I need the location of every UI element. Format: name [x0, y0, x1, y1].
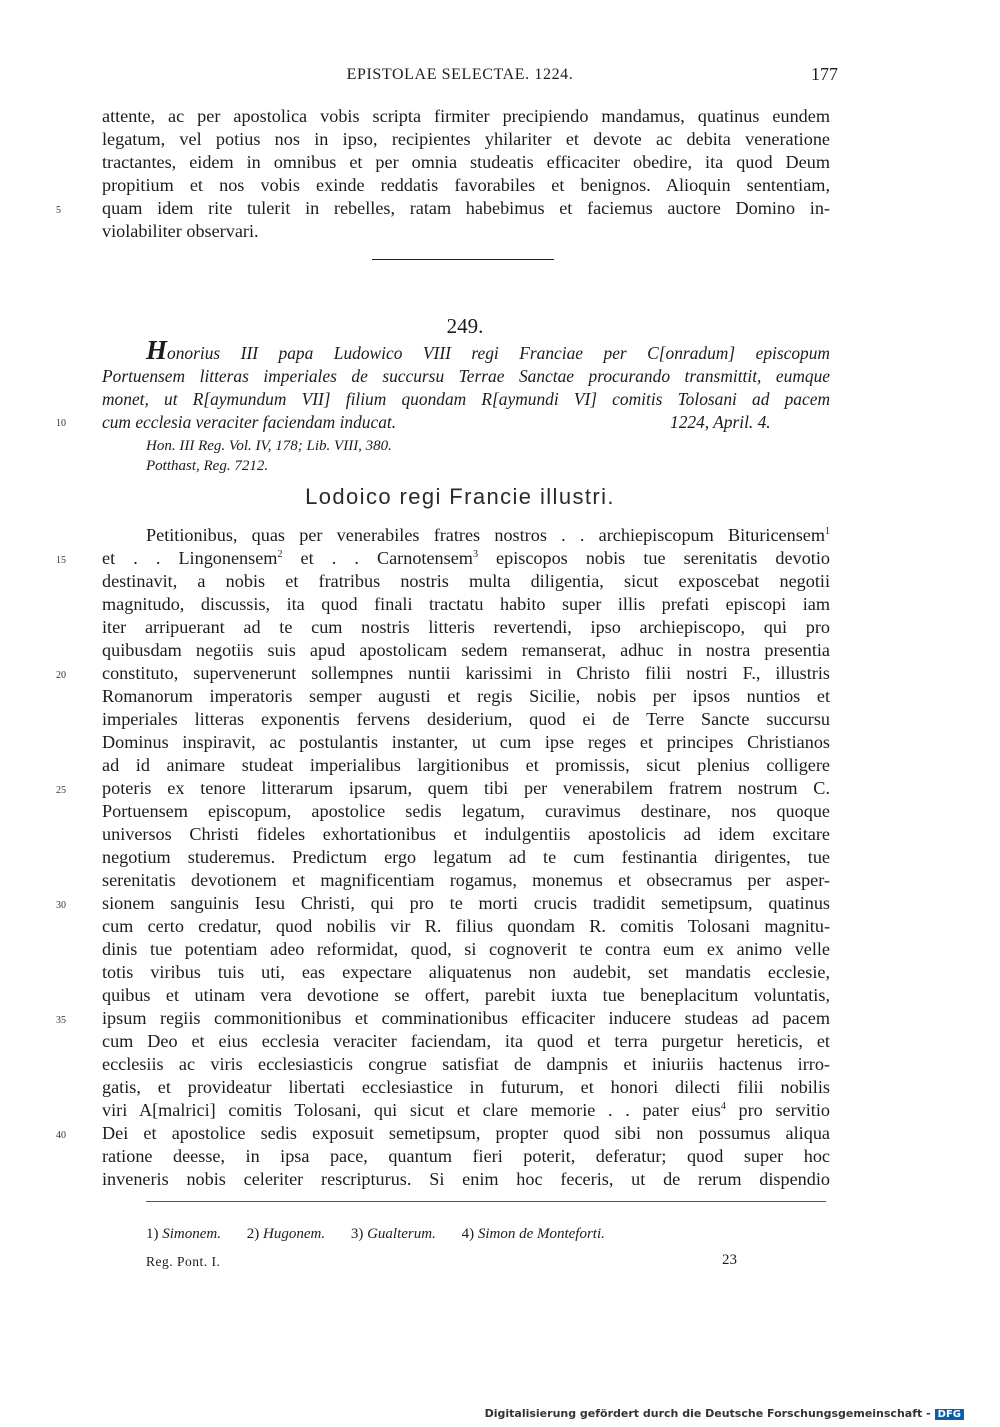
text-line: et . . Lingonensem$^2$ et . . Carnotensem$^3$ episcopos nobis tue serenitatis devotio	[102, 548, 830, 568]
text-line: ecclesiis ac viris ecclesiasticis congrue satisfiat de dampnis et iniuriis hactenus irro-	[102, 1054, 830, 1074]
text-line: negotium studeremus. Predictum ergo legatum ad te cum festinantia dirigentes, tue	[102, 847, 830, 867]
text-line: legatum, vel potius nos in ipso, recipientes yhilariter et devote ac debita veneratione	[102, 129, 830, 149]
section-divider	[372, 259, 554, 260]
line-number: 40	[56, 1130, 66, 1141]
summary-initial: H	[146, 335, 168, 365]
text-line: Portuensem episcopum, apostolice sedis legatum, curavimus destinare, nos quoque	[102, 801, 830, 821]
text-line: universos Christi fideles exhortationibus et indulgentiis apostolicis ad idem excitare	[102, 824, 830, 844]
sheet-number: 23	[722, 1252, 737, 1268]
text-line: dinis tue potentiam adeo reformidat, quod, si cognoverit te contra eum ex animo velle	[102, 939, 830, 959]
text-line: poteris ex tenore litterarum ipsarum, quem tibi per venerabilem fratrem nostrum C.	[102, 778, 830, 798]
source-reference: Hon. III Reg. Vol. IV, 178; Lib. VIII, 380.	[146, 438, 392, 454]
text-line: sionem sanguinis Iesu Christi, qui pro te morti crucis tradidit semetipsum, quatinus	[102, 893, 830, 913]
source-reference: Potthast, Reg. 7212.	[146, 458, 269, 474]
letter-address: Lodoico regi Francie illustri.	[305, 484, 615, 509]
text-line: ipsum regiis commonitionibus et comminationibus efficaciter inducere studeas ad pacem	[102, 1008, 830, 1028]
text-line: violabiliter observari.	[102, 221, 259, 241]
document-date: 1224, April. 4.	[670, 412, 771, 432]
running-title: EPISTOLAE SELECTAE. 1224.	[346, 66, 574, 83]
page-number: 177	[811, 64, 838, 84]
text-line: Romanorum imperatoris semper augusti et regis Sicilie, nobis per ipsos nuntios et	[102, 686, 830, 706]
text-line: ratione deesse, in ipsa pace, quantum fieri poterit, deferatur; quod super hoc	[102, 1146, 830, 1166]
dfg-logo: DFG	[935, 1409, 964, 1420]
text-line: iter arripuerant ad te cum nostris litteris revertendi, ipso archiepiscopo, qui pro	[102, 617, 830, 637]
document-number: 249.	[446, 314, 484, 338]
digitization-credit: Digitalisierung gefördert durch die Deutsche Forschungsgemeinschaft - DFG	[485, 1407, 964, 1420]
text-line: viri A[malrici] comitis Tolosani, qui sicut et clare memorie . . pater eius$^4$ pro servitio	[102, 1100, 830, 1120]
footnote: 1) Simonem.	[146, 1226, 221, 1242]
footnotes	[146, 1226, 627, 1243]
text-line: cum Deo et eius ecclesia veraciter faciendam, ita quod et terra purgetur hereticis, et	[102, 1031, 830, 1051]
text-line: imperiales litteras exponentis fervens desiderium, quod ei de Terre Sancte succursu	[102, 709, 830, 729]
footnote: 2) Hugonem.	[246, 1226, 326, 1242]
text-line: Dei et apostolice sedis exposuit semetipsum, propter quod sibi non possumus aliqua	[102, 1123, 830, 1143]
text-line: quibus et utinam vera devotione se offert, parebit iuxta tue beneplacitum voluntatis,	[102, 985, 830, 1005]
line-number: 10	[56, 418, 66, 429]
line-number: 30	[56, 900, 66, 911]
line-number: 25	[56, 785, 66, 796]
text-line: Dominus inspiravit, ac postulantis instanter, ut cum ipse reges et principes Christianos	[102, 732, 830, 752]
footnote-marker[interactable]: 1	[825, 526, 830, 537]
text-line: quam idem rite tulerit in rebelles, ratam habebimus et faciemus auctore Domino in-	[102, 198, 830, 218]
summary-line: cum ecclesia veraciter faciendam inducat.	[102, 412, 397, 432]
line-number: 15	[56, 555, 66, 566]
text-line: Petitionibus, quas per venerabiles fratres nostros . . archiepiscopum Bituricensem$^1$	[146, 525, 830, 545]
footnote: 4) Simon de Monteforti.	[461, 1226, 605, 1242]
text-line: destinavit, a nobis et fratribus nostris multa diligentia, sicut exposcebat negotii	[102, 571, 830, 591]
footnote-divider	[146, 1201, 826, 1202]
text-line: tractantes, eidem in omnibus et per omnia studeatis efficaciter obedire, ita quod Deum	[102, 152, 830, 172]
footnote-marker[interactable]: 4	[720, 1101, 726, 1112]
signature-mark: Reg. Pont. I.	[146, 1254, 221, 1269]
line-number: 5	[56, 205, 61, 216]
text-line: inveneris nobis celeriter rescripturus. Si enim hoc feceris, ut de rerum dispendio	[102, 1169, 830, 1189]
summary-line: Honorius III papa Ludowico VIII regi Franciae per C[onradum] episcopum	[146, 335, 830, 365]
line-number: 35	[56, 1015, 66, 1026]
text-line: propitium et nos vobis exinde reddatis favorabiles et benignos. Alioquin sententiam,	[102, 175, 830, 195]
text-line: cum certo credatur, quod nobilis vir R. filius quondam R. comitis Tolosani magnitu-	[102, 916, 830, 936]
text-line: magnitudo, discussis, ita quod finali tractatu habito super illis prefati episcopi iam	[102, 594, 830, 614]
text-line: serenitatis devotionem et magnificentiam rogamus, monemus et obsecramus per asper-	[102, 870, 830, 890]
text-line: totis viribus tuis uti, eas expectare aliquatenus non audebit, set mandatis ecclesie,	[102, 962, 830, 982]
summary-line: Portuensem litteras imperiales de succursu Terrae Sanctae procurando transmittit, eumque	[102, 366, 830, 386]
text-line: gatis, et provideatur libertati ecclesiastice in futurum, et honori dilecti filii nobilis	[102, 1077, 830, 1097]
footnote: 3) Gualterum.	[350, 1226, 436, 1242]
footnote-marker[interactable]: 2	[277, 549, 283, 560]
text-line: ad id animare studeat imperialibus largitionibus et promissis, sicut plenius colligere	[102, 755, 830, 775]
text-line: constituto, supervenerunt sollempnes nuntii karissimi in Christo filii nostri F., illustris	[102, 663, 830, 683]
text-line: quibusdam negotiis suis apud apostolicam sedem remanserat, adhuc in nostra presentia	[102, 640, 830, 660]
line-number: 20	[56, 670, 66, 681]
footnote-marker[interactable]: 3	[472, 549, 478, 560]
summary-line: monet, ut R[aymundum VII] filium quondam R[aymundi VI] comitis Tolosani ad pacem	[102, 389, 830, 409]
text-line: attente, ac per apostolica vobis scripta firmiter precipiendo mandamus, quatinus eundem	[102, 106, 830, 126]
